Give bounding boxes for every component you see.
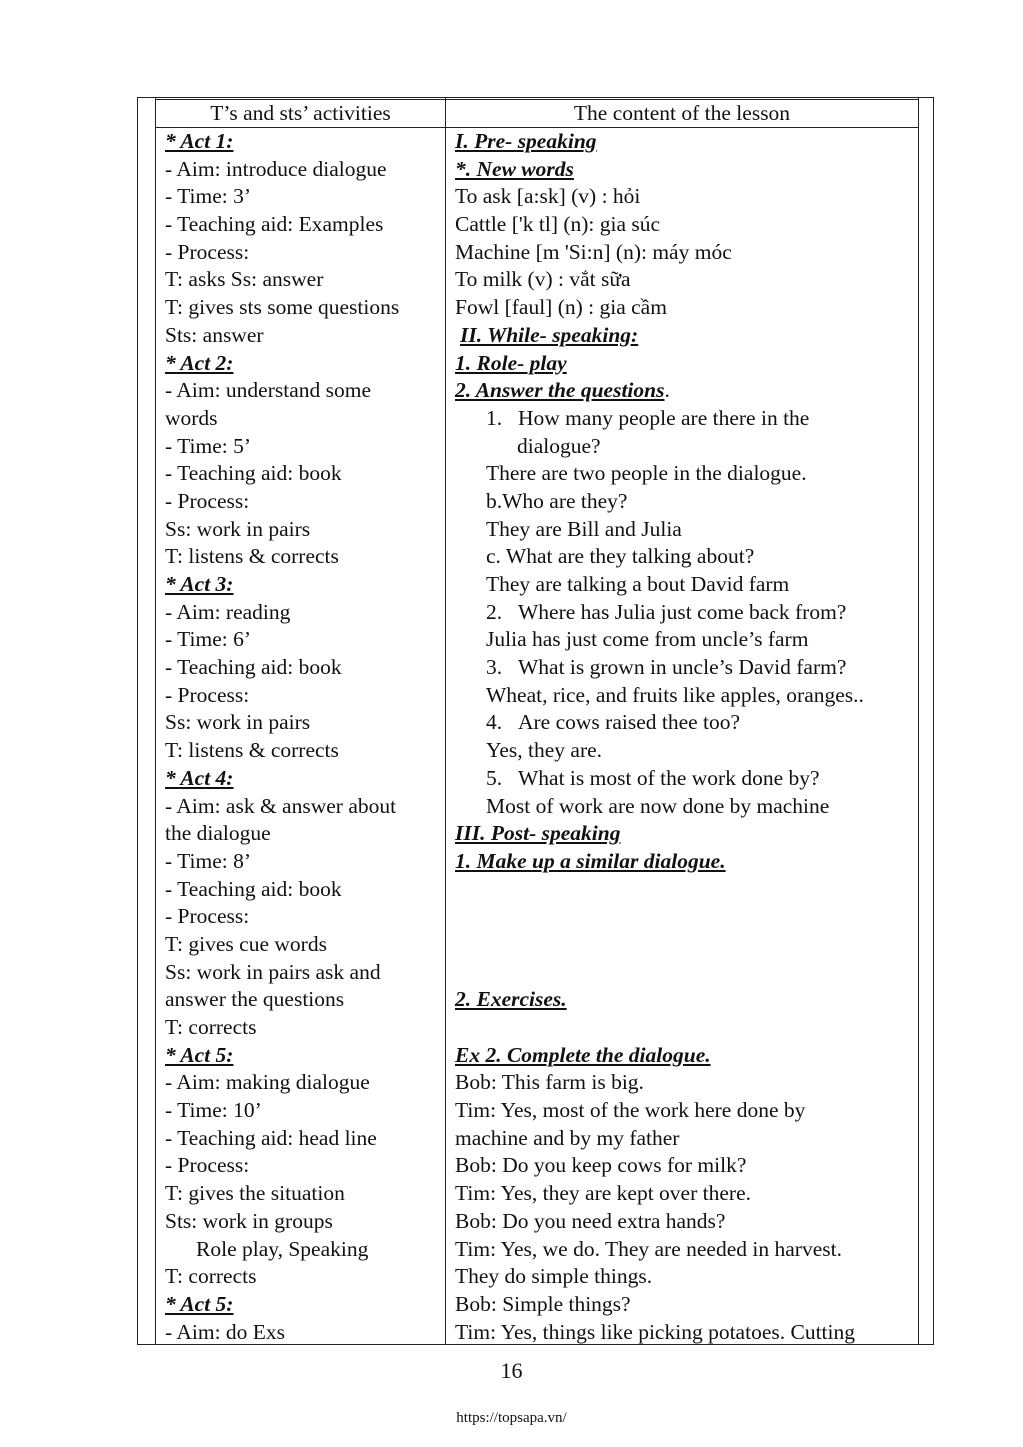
line-text: - Aim: do Exs: [165, 1319, 286, 1344]
content-line: [455, 183, 917, 211]
content-line: [455, 1125, 917, 1153]
activity-line: [165, 654, 443, 682]
activity-line: [165, 266, 443, 294]
line-text: machine and by my father: [455, 1125, 680, 1150]
line-text: How many people are there in the: [518, 405, 810, 430]
content-line: [455, 1152, 917, 1180]
line-text: T: gives sts some questions: [165, 295, 400, 320]
line-text: Bob: Do you keep cows for milk?: [455, 1153, 747, 1178]
line-text: T: gives the situation: [165, 1181, 345, 1206]
line-text: - Teaching aid: head line: [165, 1125, 377, 1150]
line-text: - Process:: [165, 682, 250, 707]
content-line: [455, 1097, 917, 1125]
content-line: [455, 654, 917, 682]
line-text: T: listens & corrects: [165, 738, 339, 763]
activity-line: [165, 931, 443, 959]
line-text: There are two people in the dialogue.: [486, 461, 807, 486]
activity-line: [165, 1180, 443, 1208]
line-text: Tim: Yes, most of the work here done by: [455, 1098, 806, 1123]
content-line: [455, 1291, 917, 1319]
content-line: [455, 793, 917, 821]
activity-line: [165, 128, 443, 156]
content-line: [455, 737, 917, 765]
line-text: T: listens & corrects: [165, 544, 339, 569]
content-line: [455, 460, 917, 488]
line-text: - Teaching aid: Examples: [165, 212, 384, 237]
line-text: c. What are they talking about?: [486, 544, 755, 569]
content-line: [455, 903, 917, 931]
line-text: b.Who are they?: [486, 488, 628, 513]
activity-line: [165, 1125, 443, 1153]
line-text: Sts: answer: [165, 322, 264, 347]
line-text: Ss: work in pairs: [165, 710, 311, 735]
content-line: [455, 682, 917, 710]
line-text: - Process:: [165, 904, 250, 929]
activity-line: [165, 1014, 443, 1042]
line-text: dialogue?: [517, 433, 601, 458]
activity-line: [165, 1069, 443, 1097]
line-text: Are cows raised thee too?: [518, 710, 741, 735]
activity-line: [165, 709, 443, 737]
line-text: T: corrects: [165, 1264, 257, 1289]
line-text: Bob: Do you need extra hands?: [455, 1208, 726, 1233]
line-text: They are Bill and Julia: [486, 516, 682, 541]
content-line: [455, 820, 917, 848]
line-text: What is grown in uncle’s David farm?: [518, 655, 847, 680]
line-text: Tim: Yes, things like picking potatoes. Cutting: [455, 1319, 855, 1344]
content-line: [455, 599, 917, 627]
line-text: What is most of the work done by?: [518, 765, 820, 790]
activity-line: [165, 765, 443, 793]
activity-line: [165, 1208, 443, 1236]
section-heading: II. While- speaking:: [460, 322, 639, 347]
line-text: Yes, they are.: [486, 738, 603, 763]
content-line: [455, 1319, 917, 1347]
activity-line: [165, 377, 443, 405]
line-text: They are talking a bout David farm: [486, 572, 790, 596]
question-number: 3.: [486, 655, 503, 680]
activity-line: [165, 543, 443, 571]
section-heading: 1. Make up a similar dialogue.: [455, 848, 726, 873]
line-text: - Time: 6’: [165, 627, 252, 652]
activity-line: [165, 516, 443, 544]
section-heading: 2. Exercises.: [455, 987, 567, 1012]
content-line: [455, 266, 917, 294]
activity-line: [165, 682, 443, 710]
section-heading: * Act 5:: [165, 1042, 234, 1067]
line-text: Ss: work in pairs ask and: [165, 959, 381, 984]
activity-line: [165, 571, 443, 599]
activity-line: [165, 183, 443, 211]
footer-url: https://topsapa.vn/: [456, 1410, 567, 1426]
activity-line: [165, 903, 443, 931]
section-heading: I. Pre- speaking: [455, 129, 597, 153]
line-text: - Process:: [165, 239, 250, 264]
line-text: Sts: work in groups: [165, 1208, 333, 1233]
content-line: [455, 986, 917, 1014]
line-text: - Teaching aid: book: [165, 876, 342, 901]
line-text: Cattle ['k tl] (n): gia súc: [455, 212, 661, 237]
line-text: To milk (v) : vắt sữa: [455, 267, 631, 292]
content-line: [455, 516, 917, 544]
section-heading: III. Post- speaking: [455, 821, 621, 846]
activity-line: [165, 322, 443, 350]
question-number: 4.: [486, 710, 503, 735]
line-text: Julia has just come from uncle’s farm: [486, 627, 809, 652]
activity-line: [165, 1236, 443, 1264]
activity-line: [165, 488, 443, 516]
section-heading: *. New words: [455, 156, 574, 181]
section-heading: 1. Role- play: [455, 350, 567, 375]
activity-line: [165, 848, 443, 876]
activity-line: [165, 433, 443, 461]
page-number: 16: [500, 1358, 523, 1383]
section-heading: * Act 5:: [165, 1291, 234, 1316]
content-line: [455, 765, 917, 793]
content-line: [455, 433, 917, 461]
lesson-content-column: [455, 128, 917, 1346]
header-activities: T’s and sts’ activities: [210, 101, 391, 125]
activity-line: [165, 820, 443, 848]
line-text: T: gives cue words: [165, 931, 327, 956]
content-line: [455, 294, 917, 322]
section-heading: Ex 2. Complete the dialogue.: [455, 1042, 711, 1067]
line-text: T: asks Ss: answer: [165, 267, 324, 292]
line-text: - Aim: making dialogue: [165, 1070, 370, 1095]
section-heading: 2. Answer the questions: [455, 378, 665, 403]
activity-line: [165, 294, 443, 322]
line-text: - Aim: introduce dialogue: [165, 156, 387, 181]
section-heading: * Act 4:: [165, 765, 234, 790]
content-line: [455, 626, 917, 654]
line-text: Where has Julia just come back from?: [518, 599, 847, 624]
activity-line: [165, 599, 443, 627]
line-text: Fowl [faul] (n) : gia cầm: [455, 295, 667, 320]
line-text: Wheat, rice, and fruits like apples, oranges..: [486, 682, 864, 707]
line-text: - Aim: reading: [165, 599, 291, 624]
line-text: - Time: 8’: [165, 848, 252, 873]
content-line: [455, 1180, 917, 1208]
line-text: - Process:: [165, 1153, 250, 1178]
header-lesson-content: The content of the lesson: [573, 101, 791, 125]
line-text: Machine [m 'Si:n] (n): máy móc: [455, 239, 732, 264]
line-text: Tim: Yes, they are kept over there.: [455, 1181, 751, 1206]
content-line: [455, 211, 917, 239]
content-line: [455, 1263, 917, 1291]
content-line: [455, 876, 917, 904]
line-text: To ask [a:sk] (v) : hỏi: [455, 184, 641, 209]
content-line: [455, 405, 917, 433]
activity-line: [165, 1319, 443, 1347]
content-line: [455, 1069, 917, 1097]
section-heading: * Act 1:: [165, 129, 234, 153]
line-text: Most of work are now done by machine: [486, 793, 830, 818]
line-text: words: [165, 405, 218, 430]
line-text: - Time: 5’: [165, 433, 252, 458]
line-text: - Aim: ask & answer about: [165, 793, 397, 818]
activity-line: [165, 350, 443, 378]
line-text: Tim: Yes, we do. They are needed in harvest.: [455, 1236, 842, 1261]
content-line: [455, 848, 917, 876]
activity-line: [165, 737, 443, 765]
content-line: [455, 488, 917, 516]
content-line: [455, 931, 917, 959]
activity-line: [165, 876, 443, 904]
question-number: 1.: [486, 405, 503, 430]
activity-line: [165, 986, 443, 1014]
line-text: T: corrects: [165, 1015, 257, 1039]
activity-line: [165, 1263, 443, 1291]
question-number: 5.: [486, 765, 503, 790]
activity-line: [165, 626, 443, 654]
content-line: [455, 128, 917, 156]
content-line: [455, 543, 917, 571]
line-text: - Teaching aid: book: [165, 461, 342, 486]
table-inner-right-border: [918, 97, 919, 1345]
activities-column: [165, 128, 443, 1346]
line-text: the dialogue: [165, 821, 271, 846]
line-text: - Process:: [165, 488, 250, 513]
content-line: [455, 239, 917, 267]
content-line: [455, 1014, 917, 1042]
line-text: Bob: This farm is big.: [455, 1070, 644, 1095]
activity-line: [165, 460, 443, 488]
line-text: - Teaching aid: book: [165, 655, 342, 680]
line-text: - Time: 3’: [165, 184, 252, 209]
content-line: [455, 959, 917, 987]
heading-tail: .: [664, 378, 670, 403]
content-line: [455, 322, 917, 350]
activity-line: [165, 1291, 443, 1319]
line-text: Role play, Speaking: [196, 1236, 369, 1261]
activity-line: [165, 156, 443, 184]
question-number: 2.: [486, 599, 503, 624]
table-column-divider: [445, 97, 446, 1345]
activity-line: [165, 793, 443, 821]
line-text: Ss: work in pairs: [165, 516, 311, 541]
line-text: Bob: Simple things?: [455, 1291, 631, 1316]
section-heading: * Act 3:: [165, 572, 234, 596]
content-line: [455, 350, 917, 378]
section-heading: * Act 2:: [165, 350, 234, 375]
activity-line: [165, 405, 443, 433]
content-line: [455, 1236, 917, 1264]
content-line: [455, 377, 917, 405]
line-text: - Time: 10’: [165, 1098, 262, 1123]
content-line: [455, 1042, 917, 1070]
line-text: - Aim: understand some: [165, 378, 372, 403]
content-line: [455, 1208, 917, 1236]
table-inner-left-border: [155, 97, 156, 1345]
activity-line: [165, 1152, 443, 1180]
content-line: [455, 709, 917, 737]
content-line: [455, 571, 917, 599]
content-line: [455, 156, 917, 184]
activity-line: [165, 1042, 443, 1070]
activity-line: [165, 959, 443, 987]
activity-line: [165, 211, 443, 239]
line-text: answer the questions: [165, 987, 345, 1012]
activity-line: [165, 239, 443, 267]
line-text: They do simple things.: [455, 1264, 653, 1289]
activity-line: [165, 1097, 443, 1125]
